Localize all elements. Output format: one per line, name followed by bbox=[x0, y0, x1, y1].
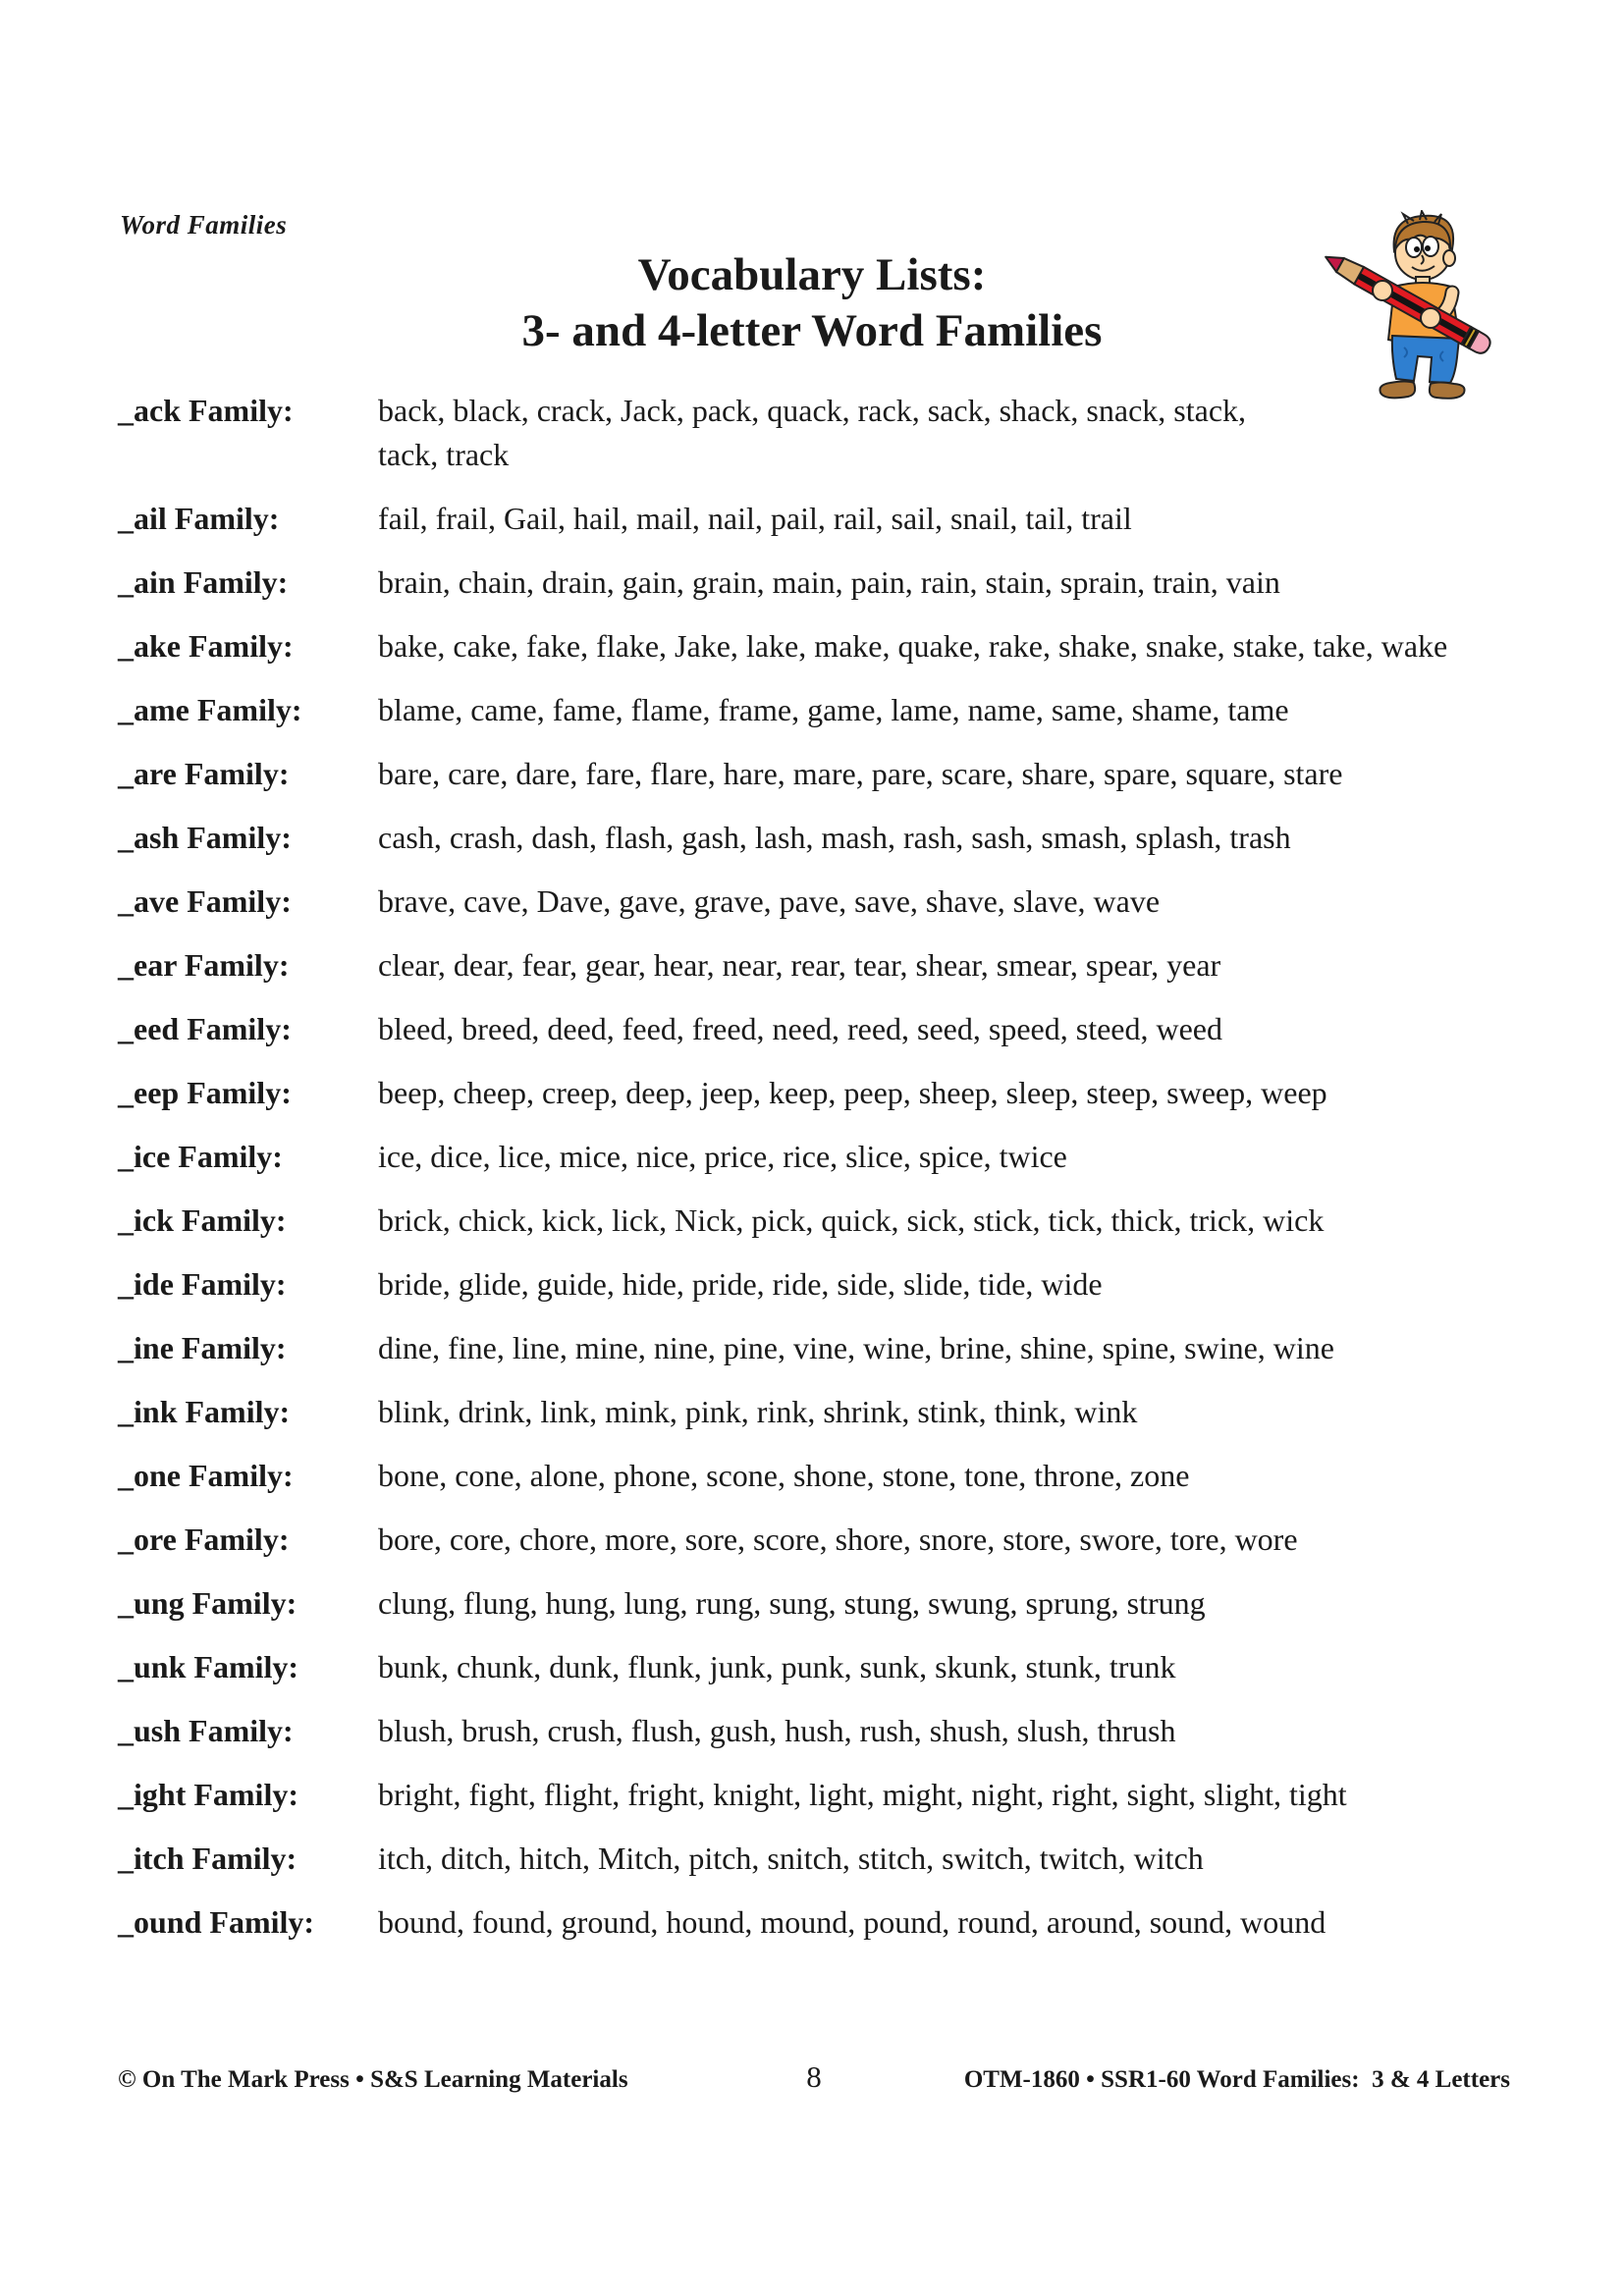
family-label: _itch Family: bbox=[118, 1841, 298, 1876]
family-label: _eep Family: bbox=[118, 1075, 292, 1110]
word-family-row bbox=[118, 1199, 1557, 1243]
family-label: _ine Family: bbox=[118, 1330, 287, 1365]
word-family-list bbox=[118, 389, 1557, 1964]
word-family-row bbox=[118, 561, 1557, 605]
family-label: _ack Family: bbox=[118, 393, 294, 428]
family-label: _one Family: bbox=[118, 1458, 294, 1493]
word-family-row bbox=[118, 1645, 1557, 1689]
family-label: _ame Family: bbox=[118, 692, 302, 727]
family-label: _ound Family: bbox=[118, 1904, 315, 1940]
word-family-row bbox=[118, 688, 1557, 732]
family-words: beep, cheep, creep, deep, jeep, keep, peep, sheep, sleep, steep, sweep, weep bbox=[378, 1075, 1327, 1110]
family-label: _are Family: bbox=[118, 756, 290, 791]
word-family-row bbox=[118, 943, 1557, 988]
family-words: bunk, chunk, dunk, flunk, junk, punk, sunk, skunk, stunk, trunk bbox=[378, 1649, 1176, 1684]
word-family-row bbox=[118, 624, 1557, 668]
footer-copyright: © On The Mark Press • S&S Learning Materials bbox=[118, 2066, 628, 2093]
family-label: _ore Family: bbox=[118, 1522, 290, 1557]
word-family-row bbox=[118, 1773, 1557, 1817]
boy-with-giant-pencil-illustration bbox=[1322, 210, 1510, 414]
word-family-row bbox=[118, 816, 1557, 860]
word-family-row bbox=[118, 1837, 1557, 1881]
family-label: _ung Family: bbox=[118, 1585, 298, 1621]
footer-product-code: OTM-1860 • SSR1-60 Word Families: 3 & 4 Letters bbox=[963, 2066, 1510, 2093]
word-family-row bbox=[118, 1581, 1557, 1626]
word-family-row bbox=[118, 1454, 1557, 1498]
word-family-row bbox=[118, 1262, 1557, 1307]
family-words: bake, cake, fake, flake, Jake, lake, make, quake, rake, shake, snake, stake, take, wake bbox=[378, 628, 1448, 664]
family-words: brain, chain, drain, gain, grain, main, pain, rain, stain, sprain, train, vain bbox=[378, 564, 1280, 600]
family-label: _ail Family: bbox=[118, 501, 280, 536]
family-words: fail, frail, Gail, hail, mail, nail, pail, rail, sail, snail, tail, trail bbox=[378, 501, 1132, 536]
family-label: _ear Family: bbox=[118, 947, 290, 983]
family-words: bore, core, chore, more, sore, score, shore, snore, store, swore, tore, wore bbox=[378, 1522, 1298, 1557]
family-words: back, black, crack, Jack, pack, quack, rack, sack, shack, snack, stack, tack, track bbox=[378, 393, 1247, 472]
family-words: bone, cone, alone, phone, scone, shone, stone, tone, throne, zone bbox=[378, 1458, 1190, 1493]
family-words: bride, glide, guide, hide, pride, ride, side, slide, tide, wide bbox=[378, 1266, 1103, 1302]
word-family-row bbox=[118, 1326, 1557, 1370]
family-label: _ight Family: bbox=[118, 1777, 298, 1812]
family-label: _eed Family: bbox=[118, 1011, 292, 1046]
family-words: blush, brush, crush, flush, gush, hush, rush, shush, slush, thrush bbox=[378, 1713, 1176, 1748]
family-label: _unk Family: bbox=[118, 1649, 299, 1684]
page-number: 8 bbox=[806, 2059, 822, 2094]
family-words: blame, came, fame, flame, frame, game, lame, name, same, shame, tame bbox=[378, 692, 1289, 727]
family-label: _ake Family: bbox=[118, 628, 294, 664]
family-words: brave, cave, Dave, gave, grave, pave, save, shave, slave, wave bbox=[378, 883, 1161, 919]
family-words: brick, chick, kick, lick, Nick, pick, quick, sick, stick, tick, thick, trick, wick bbox=[378, 1202, 1325, 1238]
word-family-row bbox=[118, 1071, 1557, 1115]
family-label: _ain Family: bbox=[118, 564, 289, 600]
word-family-row bbox=[118, 1390, 1557, 1434]
family-words: bright, fight, flight, fright, knight, light, might, night, right, sight, slight, tight bbox=[378, 1777, 1347, 1812]
family-words: clung, flung, hung, lung, rung, sung, stung, swung, sprung, strung bbox=[378, 1585, 1206, 1621]
family-words: cash, crash, dash, flash, gash, lash, mash, rash, sash, smash, splash, trash bbox=[378, 820, 1291, 855]
family-words: bare, care, dare, fare, flare, hare, mare, pare, scare, share, spare, square, stare bbox=[378, 756, 1343, 791]
word-family-row bbox=[118, 1900, 1557, 1945]
family-label: _ick Family: bbox=[118, 1202, 287, 1238]
page-footer bbox=[118, 2059, 1510, 2095]
family-words: bound, found, ground, hound, mound, pound, round, around, sound, wound bbox=[378, 1904, 1326, 1940]
family-words: ice, dice, lice, mice, nice, price, rice, slice, spice, twice bbox=[378, 1139, 1067, 1174]
word-family-row bbox=[118, 880, 1557, 924]
family-label: _ush Family: bbox=[118, 1713, 294, 1748]
word-family-row bbox=[118, 1709, 1557, 1753]
page-title-line1: Vocabulary Lists: bbox=[637, 249, 987, 300]
family-label: _ave Family: bbox=[118, 883, 292, 919]
family-words: clear, dear, fear, gear, hear, near, rear, tear, shear, smear, spear, year bbox=[378, 947, 1221, 983]
page-title-line2: 3- and 4-letter Word Families bbox=[521, 305, 1103, 356]
family-label: _ash Family: bbox=[118, 820, 292, 855]
family-words: itch, ditch, hitch, Mitch, pitch, snitch, stitch, switch, twitch, witch bbox=[378, 1841, 1204, 1876]
family-words: blink, drink, link, mink, pink, rink, shrink, stink, think, wink bbox=[378, 1394, 1138, 1429]
word-family-row bbox=[118, 497, 1557, 541]
page-header-label: Word Families bbox=[120, 210, 288, 240]
boy-with-pencil-icon bbox=[1322, 210, 1510, 414]
word-family-row bbox=[118, 752, 1557, 796]
word-family-row bbox=[118, 1518, 1557, 1562]
family-label: _ice Family: bbox=[118, 1139, 283, 1174]
family-words: bleed, breed, deed, feed, freed, need, reed, seed, speed, steed, weed bbox=[378, 1011, 1222, 1046]
family-words: dine, fine, line, mine, nine, pine, vine, wine, brine, shine, spine, swine, wine bbox=[378, 1330, 1334, 1365]
word-family-row bbox=[118, 1007, 1557, 1051]
word-family-row bbox=[118, 389, 1557, 477]
family-label: _ide Family: bbox=[118, 1266, 287, 1302]
family-label: _ink Family: bbox=[118, 1394, 291, 1429]
word-family-row bbox=[118, 1135, 1557, 1179]
